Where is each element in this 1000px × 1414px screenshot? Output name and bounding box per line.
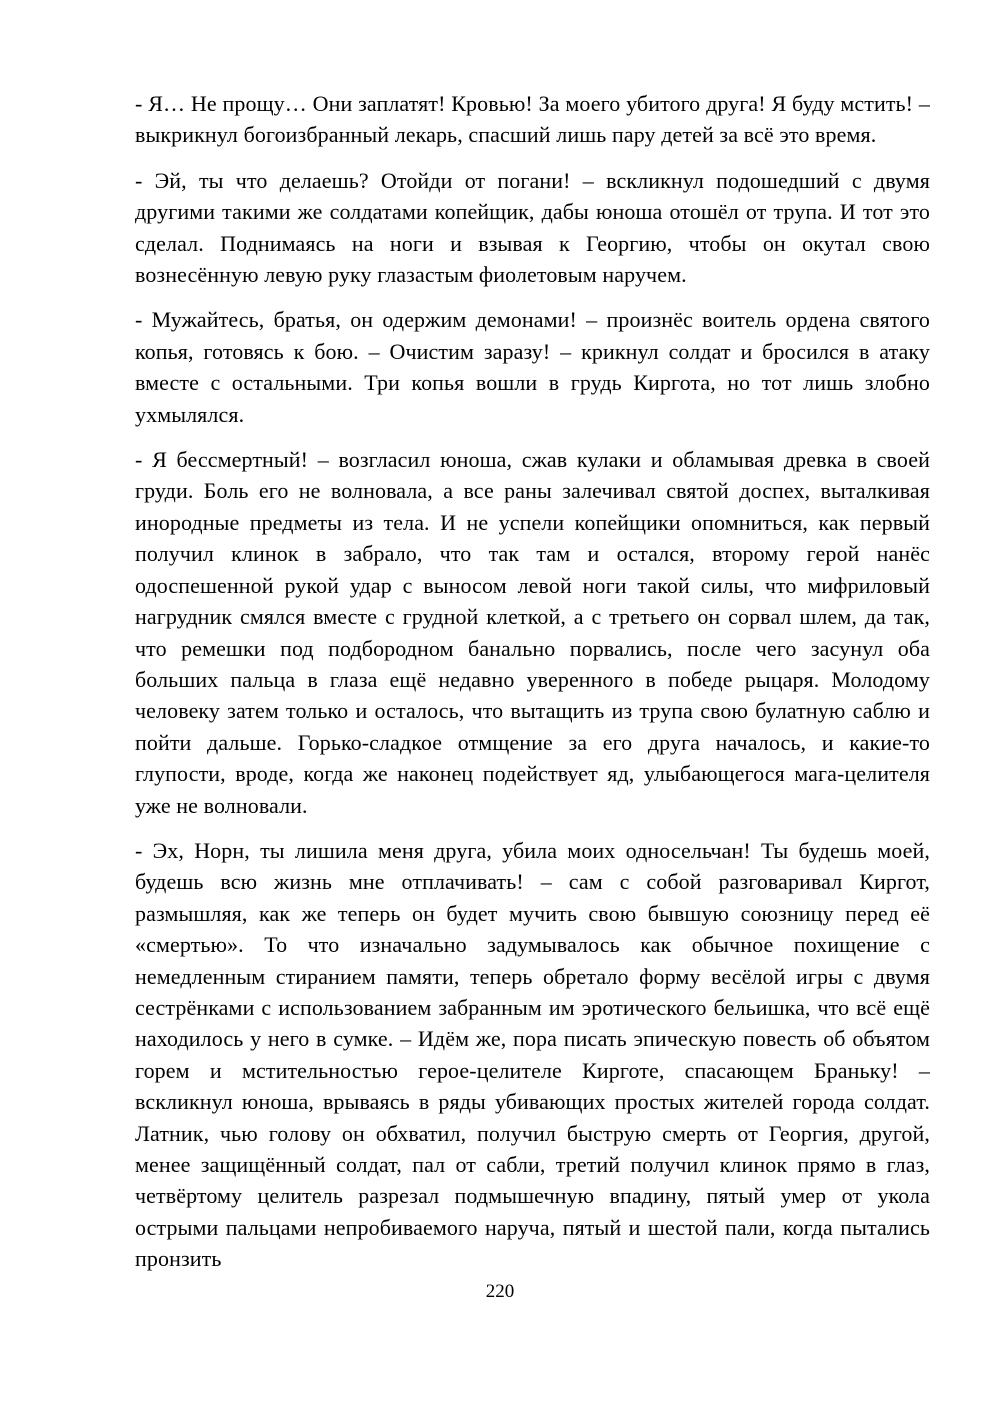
page-text-block <box>135 88 930 1289</box>
page-number: 220 <box>485 1281 515 1302</box>
paragraph: - Я… Не прощу… Они заплатят! Кровью! За моего убитого друга! Я буду мстить! – выкрикнул богоизбранный лекарь, спасший лишь пару детей за всё это время. <box>135 91 930 148</box>
paragraph: - Я бессмертный! – возгласил юноша, сжав кулаки и обламывая древка в своей груди. Боль его не волновала, а все раны залечивал святой доспех, выталкивая инородные предметы из тела. И не успели копейщики опомниться, как первый получил клинок в забрало, что так там и остался, второму герой нанёс одоспешенной рукой удар с выносом левой ноги такой силы, что мифриловый нагрудник смялся вместе с грудной клеткой, а с третьего он сорвал шлем, да так, что ремешки под подбородном банально порвались, после чего засунул оба больших пальца в глаза ещё недавно уверенного в победе рыцаря. Молодому человеку затем только и осталось, что вытащить из трупа свою булатную саблю и пойти дальше. Горько-сладкое отмщение за его друга началось, и какие-то глупости, вроде, когда же наконец подействует яд, улыбающегося мага-целителя уже не волновали. <box>135 447 930 818</box>
paragraph: - Эй, ты что делаешь? Отойди от погани! – вскликнул подошедший с двумя другими такими же солдатами копейщик, дабы юноша отошёл от трупа. И тот это сделал. Поднимаясь на ноги и взывая к Георгию, чтобы он окутал свою вознесённую левую руку глазастым фиолетовым наручем. <box>135 167 930 288</box>
paragraph: - Мужайтесь, братья, он одержим демонами! – произнёс воитель ордена святого копья, готовясь к бою. – Очистим заразу! – крикнул солдат и бросился в атаку вместе с остальными. Три копья вошли в грудь Киргота, но тот лишь злобно ухмылялся. <box>135 307 930 427</box>
paragraph: - Эх, Норн, ты лишила меня друга, убила моих односельчан! Ты будешь моей, будешь всю жизнь мне отплачивать! – сам с собой разговаривал Киргот, размышляя, как же теперь он будет мучить свою бывшую союзницу перед её «смертью». То что изначально задумывалось как обычное похищение с немедленным стиранием памяти, теперь обретало форму весёлой игры с двумя сестрёнками с использованием забранным им эротического бельишка, что всё ещё находилось у него в сумке. – Идём же, пора писать эпическую повесть об объятом горем и мстительностью герое-целителе Кирготе, спасающем Браньку! – вскликнул юноша, врываясь в ряды убивающих простых жителей города солдат. Латник, чью голову он обхватил, получил быструю смерть от Георгия, другой, менее защищённый солдат, пал от сабли, третий получил клинок прямо в глаз, четвёртому целитель разрезал подмышечную впадину, пятый умер от укола острыми пальцами непробиваемого наруча, пятый и шестой пали, когда пытались пронзить <box>135 837 930 1272</box>
